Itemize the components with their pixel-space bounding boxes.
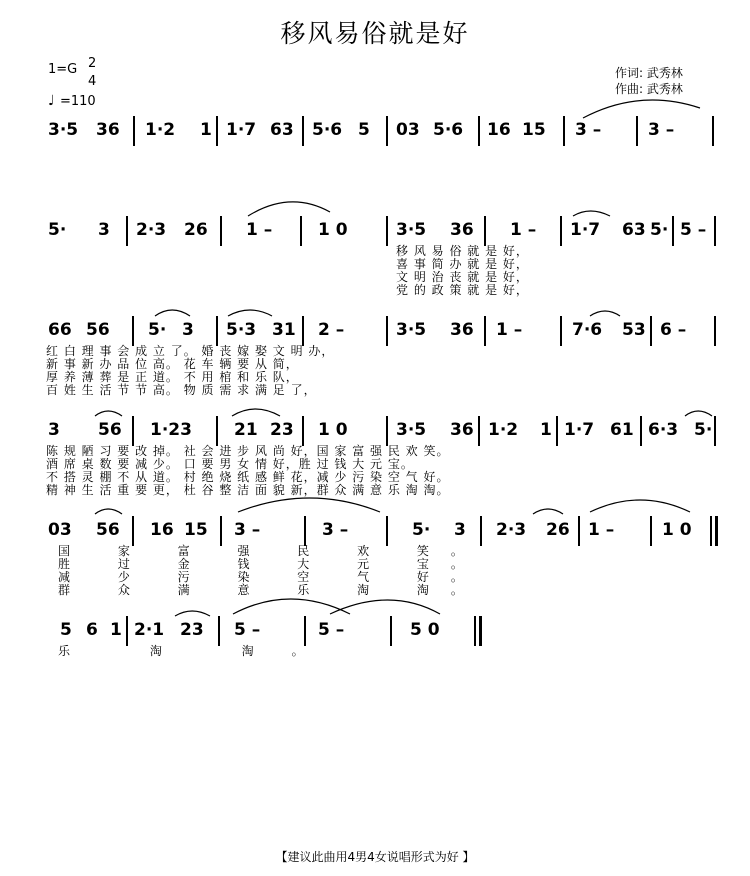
bar-line bbox=[640, 416, 642, 446]
note-group: 03 bbox=[396, 120, 420, 140]
note-group: 6·3 bbox=[648, 420, 679, 440]
bar-line bbox=[484, 216, 486, 246]
note-group: 5·3 bbox=[226, 320, 257, 340]
bar-line bbox=[386, 316, 388, 346]
lyric-verse-3: 减 少 污 染 空 气 好。 bbox=[58, 570, 485, 584]
bar-line bbox=[304, 616, 306, 646]
bar-line bbox=[636, 116, 638, 146]
note-group: 3·5 bbox=[396, 420, 427, 440]
song-title: 移风易俗就是好 bbox=[280, 19, 470, 48]
note-group: 6 bbox=[86, 620, 98, 640]
note-group: 5·6 bbox=[312, 120, 343, 140]
lyric-verse-1: 乐 淘 淘。 bbox=[58, 644, 342, 658]
lyricist-credit: 作词: 武秀林 bbox=[615, 66, 683, 80]
lyric-verse-2: 酒 席 桌 数 要 减 少。 口 要 男 女 情 好，胜 过 钱 大 元 宝。 bbox=[46, 457, 414, 471]
lyric-verse-3: 厚 养 薄 葬 是 正 道。 不 用 棺 和 乐 队， bbox=[46, 370, 299, 384]
bar-line bbox=[216, 316, 218, 346]
note-group: 5· bbox=[48, 220, 67, 240]
time-signature-bottom: 4 bbox=[88, 74, 97, 89]
note-group: 23 bbox=[180, 620, 204, 640]
note-group: 1 bbox=[110, 620, 122, 640]
note-group: 1 – bbox=[510, 220, 537, 240]
bar-line bbox=[474, 616, 476, 646]
bar-line bbox=[132, 316, 134, 346]
note-group: 5 bbox=[358, 120, 370, 140]
lyric-verse-2: 胜 过 金 钱 大 元 宝。 bbox=[58, 557, 485, 571]
lyric-verse-1: 红 白 理 事 会 成 立 了。 婚 丧 嫁 娶 文 明 办， bbox=[46, 344, 335, 358]
lyric-verse-2: 新 事 新 办 品 位 高。 花 车 辆 要 从 简， bbox=[46, 357, 299, 371]
bar-line bbox=[560, 316, 562, 346]
bar-line bbox=[714, 216, 716, 246]
note-group: 15 bbox=[522, 120, 546, 140]
note-group: 5 – bbox=[318, 620, 345, 640]
note-group: 1 – bbox=[588, 520, 615, 540]
note-group: 5·6 bbox=[433, 120, 464, 140]
note-group: 1 0 bbox=[662, 520, 692, 540]
note-group: 61 bbox=[610, 420, 634, 440]
bar-line bbox=[302, 116, 304, 146]
note-group: 26 bbox=[184, 220, 208, 240]
note-group: 1·7 bbox=[226, 120, 257, 140]
bar-line bbox=[650, 516, 652, 546]
key-signature: 1=G bbox=[48, 62, 78, 77]
lyric-verse-1: 陈 规 陋 习 要 改 掉。 社 会 进 步 风 尚 好，国 家 富 强 民 欢 笑。 bbox=[46, 444, 450, 458]
bar-line bbox=[386, 416, 388, 446]
note-group: 2 – bbox=[318, 320, 345, 340]
note-group: 2·1 bbox=[134, 620, 165, 640]
bar-line bbox=[712, 116, 714, 146]
bar-line bbox=[560, 216, 562, 246]
note-group: 3 – bbox=[322, 520, 349, 540]
note-group: 56 bbox=[98, 420, 122, 440]
note-group: 63 bbox=[622, 220, 646, 240]
lyric-verse-4: 党 的 政 策 就 是 好， bbox=[396, 283, 529, 297]
note-group: 16 bbox=[150, 520, 174, 540]
bar-line bbox=[386, 516, 388, 546]
bar-line bbox=[386, 216, 388, 246]
bar-line bbox=[578, 516, 580, 546]
bar-line bbox=[126, 216, 128, 246]
note-group: 1·2 bbox=[488, 420, 519, 440]
note-group: 1 bbox=[200, 120, 212, 140]
composer-credit: 作曲: 武秀林 bbox=[615, 82, 683, 96]
note-group: 3 bbox=[98, 220, 110, 240]
lyric-verse-4: 百 姓 生 活 节 节 高。 物 质 需 求 满 足 了， bbox=[46, 383, 317, 397]
lyric-verse-1: 国 家 富 强 民 欢 笑。 bbox=[58, 544, 485, 558]
note-group: 2·3 bbox=[496, 520, 527, 540]
bar-line bbox=[386, 116, 388, 146]
bar-line bbox=[714, 416, 716, 446]
note-group: 5 0 bbox=[410, 620, 440, 640]
note-group: 16 bbox=[487, 120, 511, 140]
note-group: 1·7 bbox=[564, 420, 595, 440]
note-group: 36 bbox=[96, 120, 120, 140]
bar-line bbox=[556, 416, 558, 446]
note-group: 1 – bbox=[246, 220, 273, 240]
bar-line bbox=[302, 316, 304, 346]
note-group: 53 bbox=[622, 320, 646, 340]
note-group: 5· bbox=[412, 520, 431, 540]
bar-line bbox=[484, 316, 486, 346]
note-group: 36 bbox=[450, 220, 474, 240]
note-group: 3·5 bbox=[396, 320, 427, 340]
note-group: 56 bbox=[86, 320, 110, 340]
time-signature-top: 2 bbox=[88, 56, 97, 71]
bar-line bbox=[132, 516, 134, 546]
bar-line bbox=[216, 416, 218, 446]
note-group: 56 bbox=[96, 520, 120, 540]
note-group: 1·7 bbox=[570, 220, 601, 240]
bar-line bbox=[650, 316, 652, 346]
lyric-verse-4: 精 神 生 活 重 要 更， 杜 谷 整 洁 面 貌 新，群 众 满 意 乐 淘 淘。 bbox=[46, 483, 450, 497]
note-group: 3 bbox=[48, 420, 60, 440]
note-group: 6 – bbox=[660, 320, 687, 340]
performance-note: 【建议此曲用4男4女说唱形式为好 】 bbox=[275, 850, 475, 864]
note-group: 3·5 bbox=[48, 120, 79, 140]
note-group: 1·2 bbox=[145, 120, 176, 140]
note-group: 63 bbox=[270, 120, 294, 140]
final-bar-line bbox=[479, 616, 482, 646]
note-group: 1 0 bbox=[318, 220, 348, 240]
score-line-6 bbox=[0, 612, 750, 742]
note-group: 1 – bbox=[496, 320, 523, 340]
bar-line bbox=[216, 116, 218, 146]
bar-line bbox=[133, 116, 135, 146]
note-group: 15 bbox=[184, 520, 208, 540]
note-group: 66 bbox=[48, 320, 72, 340]
bar-line bbox=[390, 616, 392, 646]
bar-line bbox=[563, 116, 565, 146]
lyric-verse-4: 群 众 满 意 乐 淘 淘。 bbox=[58, 583, 485, 597]
note-group: 3 – bbox=[648, 120, 675, 140]
bar-line bbox=[220, 216, 222, 246]
note-group: 5· bbox=[148, 320, 167, 340]
bar-line bbox=[304, 516, 306, 546]
note-group: 36 bbox=[450, 320, 474, 340]
note-group: 36 bbox=[450, 420, 474, 440]
note-group: 3 – bbox=[234, 520, 261, 540]
note-group: 3 bbox=[182, 320, 194, 340]
bar-line bbox=[710, 516, 712, 546]
bar-line bbox=[672, 216, 674, 246]
note-group: 1 0 bbox=[318, 420, 348, 440]
note-group: 3 – bbox=[575, 120, 602, 140]
note-group: 7·6 bbox=[572, 320, 603, 340]
note-group: 1 bbox=[540, 420, 552, 440]
note-group: 21 bbox=[234, 420, 258, 440]
note-group: 26 bbox=[546, 520, 570, 540]
bar-line bbox=[478, 116, 480, 146]
note-group: 2·3 bbox=[136, 220, 167, 240]
lyric-verse-3: 文 明 治 丧 就 是 好， bbox=[396, 270, 529, 284]
note-group: 3·5 bbox=[396, 220, 427, 240]
note-group: 1·23 bbox=[150, 420, 192, 440]
bar-line bbox=[478, 416, 480, 446]
final-bar-line bbox=[715, 516, 718, 546]
bar-line bbox=[302, 416, 304, 446]
quarter-note-icon: ♩ bbox=[48, 93, 55, 109]
note-group: 5· bbox=[694, 420, 713, 440]
bar-line bbox=[126, 616, 128, 646]
bar-line bbox=[218, 616, 220, 646]
lyric-verse-2: 喜 事 简 办 就 是 好， bbox=[396, 257, 529, 271]
tempo-marking: =110 bbox=[60, 94, 96, 109]
note-group: 5 – bbox=[234, 620, 261, 640]
note-group: 31 bbox=[272, 320, 296, 340]
note-group: 5 bbox=[60, 620, 72, 640]
note-group: 03 bbox=[48, 520, 72, 540]
lyric-verse-3: 不 搭 灵 棚 不 从 道。 村 绝 烧 纸 感 鲜 花，减 少 污 染 空 气 好。 bbox=[46, 470, 450, 484]
bar-line bbox=[480, 516, 482, 546]
note-group: 5 – bbox=[680, 220, 707, 240]
bar-line bbox=[300, 216, 302, 246]
lyric-verse-1: 移 风 易 俗 就 是 好， bbox=[396, 244, 529, 258]
note-group: 3 bbox=[454, 520, 466, 540]
bar-line bbox=[132, 416, 134, 446]
note-group: 5· bbox=[650, 220, 669, 240]
bar-line bbox=[714, 316, 716, 346]
note-group: 23 bbox=[270, 420, 294, 440]
bar-line bbox=[220, 516, 222, 546]
